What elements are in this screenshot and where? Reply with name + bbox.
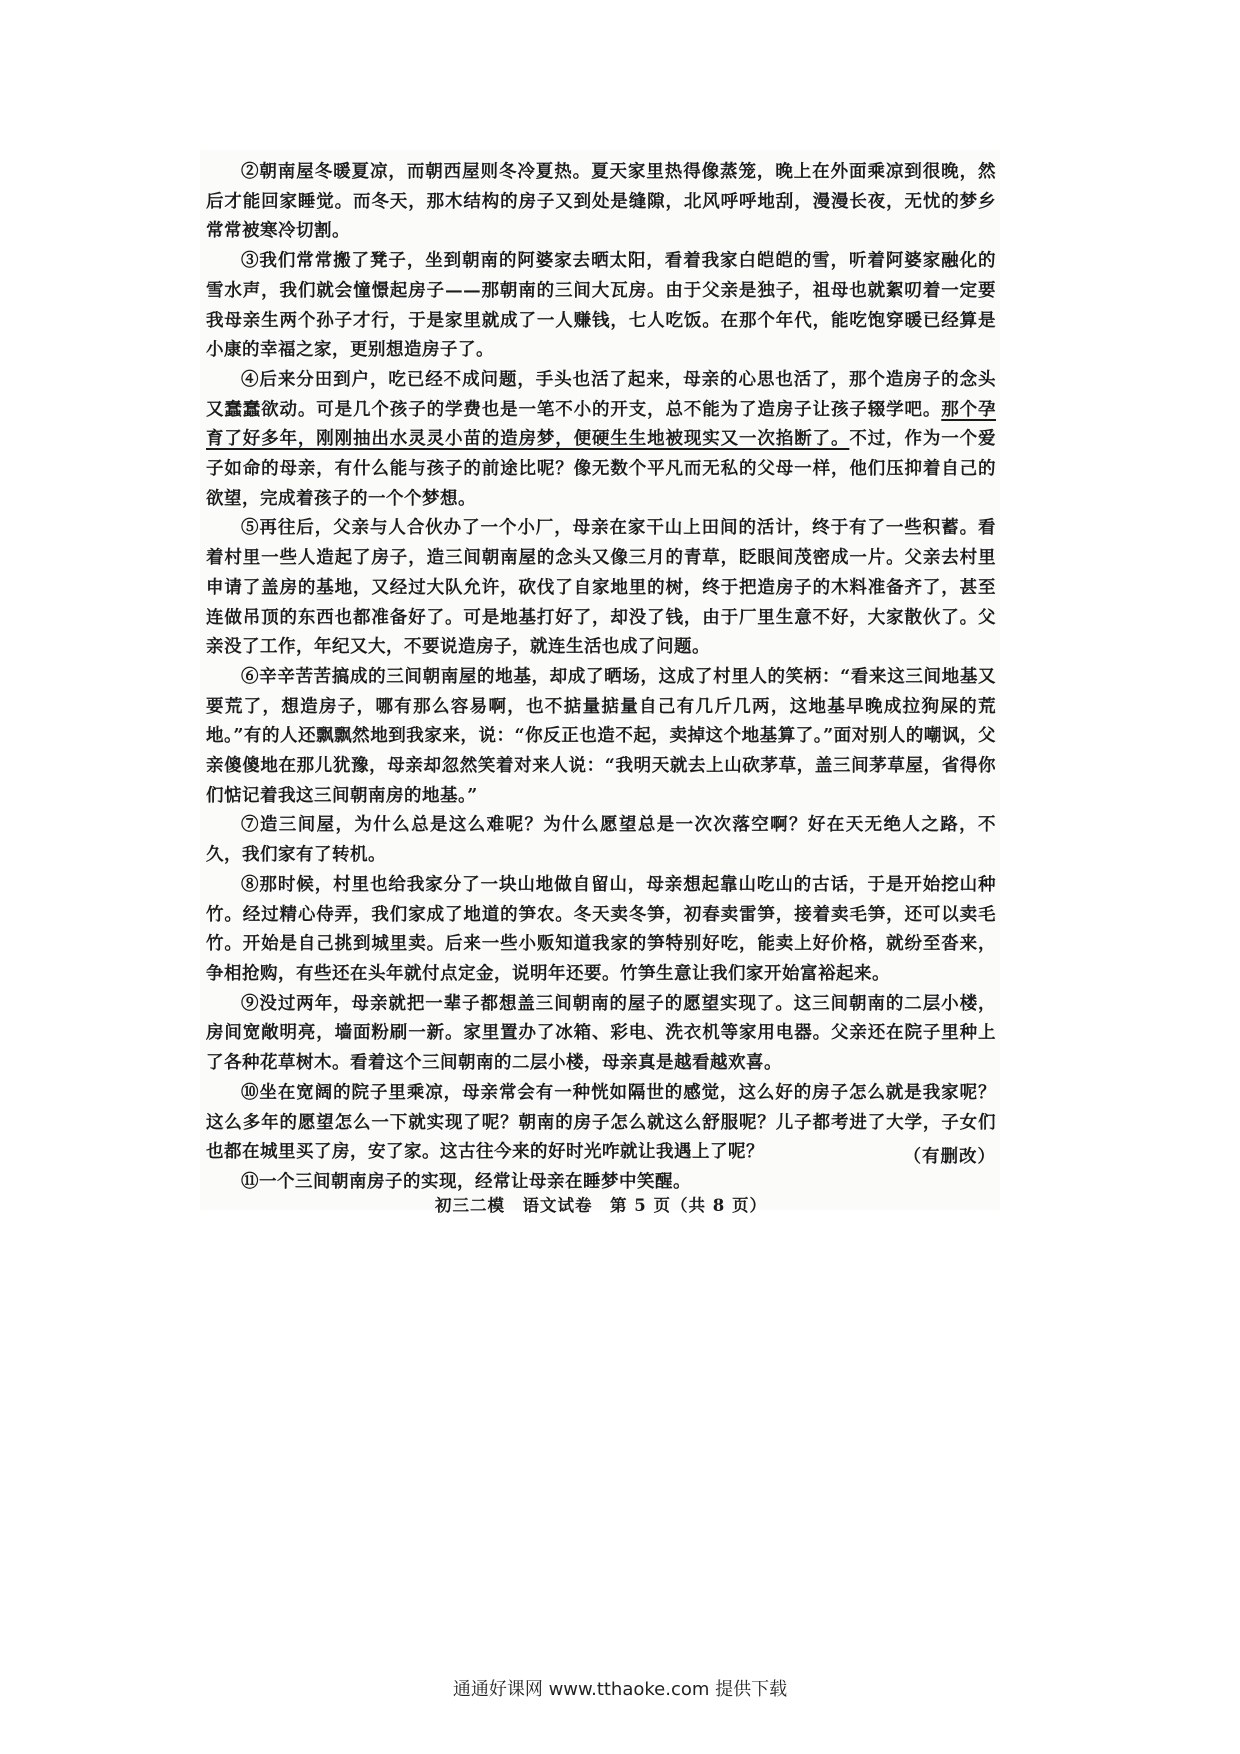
paragraph-10: ⑩坐在宽阔的院子里乘凉，母亲常会有一种恍如隔世的感觉，这么好的房子怎么就是我家呢？这么多年的愿望怎么一下就实现了呢？朝南的房子怎么就这么舒服呢？儿子都考进了大学，子女们也都在城里买了房，安了家。这古往今来的好时光咋就让我遇上了呢？ xyxy=(206,1082,996,1163)
paragraph-5: ⑤再往后，父亲与人合伙办了一个小厂，母亲在家干山上田间的活计，终于有了一些积蓄。看着村里一些人造起了房子，造三间朝南屋的念头又像三月的青草，眨眼间茂密成一片。父亲去村里申请了盖房的基地，又经过大队允许，砍伐了自家地里的树，终于把造房子的木料准备齐了，甚至连做吊顶的东西也都准备好了。可是地基打好了，却没了钱，由于厂里生意不好，大家散伙了。父亲没了工作，年纪又大，不要说造房子，就连生活也成了问题。 xyxy=(206,518,996,658)
article-body xyxy=(206,158,996,1198)
paragraph-9: ⑨没过两年，母亲就把一辈子都想盖三间朝南的屋子的愿望实现了。这三间朝南的二层小楼，房间宽敞明亮，墙面粉刷一新。家里置办了冰箱、彩电、洗衣机等家用电器。父亲还在院子里种上了各种花草树木。看着这个三间朝南的二层小楼，母亲真是越看越欢喜。 xyxy=(206,993,996,1074)
paragraph-6: ⑥辛辛苦苦搞成的三间朝南屋的地基，却成了晒场，这成了村里人的笑柄：“看来这三间地基又要荒了，想造房子，哪有那么容易啊，也不掂量掂量自己有几斤几两，这地基早晚成拉狗屎的荒地。”有的人还飘飘然地到我家来，说：“你反正也造不起，卖掉这个地基算了。”面对别人的嘲讽，父亲傻傻地在那儿犹豫，母亲却忽然笑着对来人说：“我明天就去上山砍茅草，盖三间茅草屋，省得你们惦记着我这三间朝南房的地基。” xyxy=(206,666,996,806)
site-credit-footer: 通通好课网 www.tthaoke.com 提供下载 xyxy=(452,1679,788,1700)
paragraph-4 xyxy=(206,366,996,515)
paragraph-11: ⑪一个三间朝南房子的实现，经常让母亲在睡梦中笑醒。 xyxy=(241,1171,691,1192)
paragraph-4-text-before: ④后来分田到户，吃已经不成问题，手头也活了起来，母亲的心思也活了，那个造房子的念头又蠢蠢欲动。可是几个孩子的学费也是一笔不小的开支，总不能为了造房子让孩子辍学吧。 xyxy=(206,369,996,420)
edited-note: （有删改） xyxy=(903,1147,996,1167)
paragraph-2: ②朝南屋冬暖夏凉，而朝西屋则冬冷夏热。夏天家里热得像蒸笼，晚上在外面乘凉到很晚，然后才能回家睡觉。而冬天，那木结构的房子又到处是缝隙，北风呼呼地刮，漫漫长夜，无忧的梦乡常常被寒冷切割。 xyxy=(206,162,996,242)
underlined-sentence: 那个孕育了好多年，刚刚抽出水灵灵小苗的造房梦，便硬生生地被现实又一次掐断了。 xyxy=(206,399,997,450)
paragraph-8: ⑧那时候，村里也给我家分了一块山地做自留山，母亲想起靠山吃山的古话，于是开始挖山种竹。经过精心侍弄，我们家成了地道的笋农。冬天卖冬笋，初春卖雷笋，接着卖毛笋，还可以卖毛竹。开始是自己挑到城里卖。后来一些小贩知道我家的笋特别好吃，能卖上好价格，就纷至沓来，争相抢购，有些还在头年就付点定金，说明年还要。竹笋生意让我们家开始富裕起来。 xyxy=(206,874,996,984)
paragraph-4-text-after: 不过，作为一个爱子如命的母亲，有什么能与孩子的前途比呢？像无数个平凡而无私的父母一样，他们压抑着自己的欲望，完成着孩子的一个个梦想。 xyxy=(206,429,997,509)
paragraph-3: ③我们常常搬了凳子，坐到朝南的阿婆家去晒太阳，看着我家白皑皑的雪，听着阿婆家融化的雪水声，我们就会憧憬起房子——那朝南的三间大瓦房。由于父亲是独子，祖母也就絮叨着一定要我母亲生两个孙子才行，于是家里就成了一人赚钱，七人吃饭。在那个年代，能吃饱穿暖已经算是小康的幸福之家，更别想造房子了。 xyxy=(206,251,996,361)
paragraph-7: ⑦造三间屋，为什么总是这么难呢？为什么愿望总是一次次落空啊？好在天无绝人之路，不久，我们家有了转机。 xyxy=(206,815,996,866)
exam-page-footer: 初三二模 语文试卷 第 5 页（共 8 页） xyxy=(435,1196,767,1215)
